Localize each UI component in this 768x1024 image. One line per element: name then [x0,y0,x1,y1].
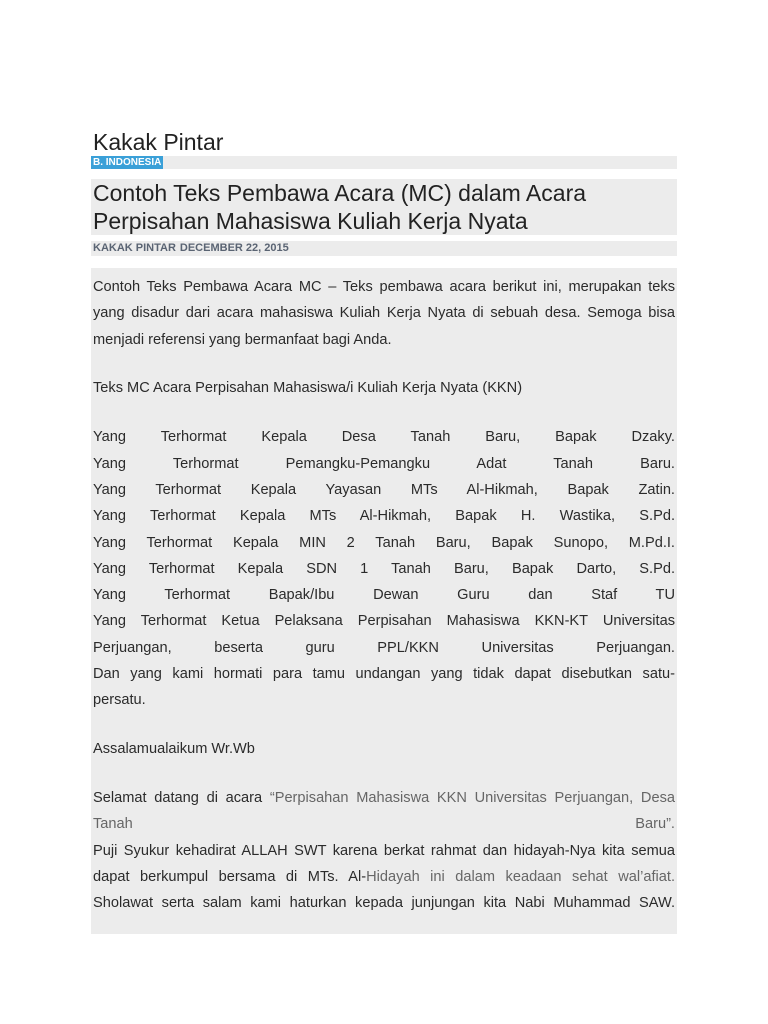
post-title-line-2: Perpisahan Mahasiswa Kuliah Kerja Nyata [93,208,528,234]
category-badge[interactable]: B. INDONESIA [93,157,162,168]
category-bar [91,156,677,169]
welcome-quote-end: Baru”. [635,816,675,833]
post-content [91,268,677,934]
salam-paragraph: Assalamualaikum Wr.Wb [93,741,255,758]
syukur-rest: Hidayah ini dalam keadaan sehat wal’afiat. [366,869,676,886]
sholawat-line: Sholawat serta salam kami haturkan kepada junjungan kita Nabi Muhammad SAW. [93,895,675,912]
greeting-line: Yang Terhormat Ketua Pelaksana Perpisahan Mahasiswa KKN-KT Universitas [93,613,675,630]
syukur-line-1: Puji Syukur kehadirat ALLAH SWT karena berkat rahmat dan hidayah-Nya kita semua [93,842,675,859]
syukur-lead: dapat berkumpul bersama di MTs. Al- [93,869,367,886]
post-meta [91,241,677,256]
post-author[interactable]: KAKAK PINTAR [93,242,176,254]
intro-paragraph: Contoh Teks Pembawa Acara MC – Teks pembawa acara berikut ini, merupakan teks yang disadur dari acara mahasiswa Kuliah Kerja Nyata di sebuah desa. Semoga bisa menjadi referensi yang bermanfaat bagi Anda. [93,279,675,348]
greeting-line: Yang Terhormat Pemangku-Pemangku Adat Tanah Baru. [93,455,675,472]
welcome-quote: “Perpisahan Mahasiswa KKN Universitas Perjuangan, Desa [269,790,675,807]
greeting-line: Yang Terhormat Bapak/Ibu Dewan Guru dan Staf TU [93,587,675,604]
post-date: DECEMBER 22, 2015 [179,242,289,254]
welcome-line-2 [93,811,675,837]
welcome-line-1 [93,785,675,811]
post-title [91,179,677,235]
greeting-line: Yang Terhormat Kepala MTs Al-Hikmah, Bapak H. Wastika, S.Pd. [93,508,675,525]
greeting-line: Yang Terhormat Kepala Yayasan MTs Al-Hikmah, Bapak Zatin. [93,481,675,498]
syukur-line-2 [93,864,675,890]
article [91,128,677,934]
greetings-paragraph [93,424,675,713]
welcome-lead: Selamat datang di acara [93,790,263,807]
welcome-paragraph [93,785,675,916]
greeting-line: Dan yang kami hormati para tamu undangan yang tidak dapat disebutkan satu- [93,666,675,683]
site-title[interactable]: Kakak Pintar [93,129,224,155]
post-title-line-1: Contoh Teks Pembawa Acara (MC) dalam Acara [93,180,587,206]
greeting-line: Yang Terhormat Kepala Desa Tanah Baru, Bapak Dzaky. [93,429,675,446]
greeting-line: persatu. [93,692,146,709]
subtitle-paragraph: Teks MC Acara Perpisahan Mahasiswa/i Kuliah Kerja Nyata (KKN) [93,380,523,397]
greeting-line: Yang Terhormat Kepala SDN 1 Tanah Baru, Bapak Darto, S.Pd. [93,560,675,577]
greeting-line: Perjuangan, beserta guru PPL/KKN Universitas Perjuangan. [93,639,675,656]
welcome-quote-start: Tanah [93,816,133,833]
greeting-line: Yang Terhormat Kepala MIN 2 Tanah Baru, Bapak Sunopo, M.Pd.I. [93,534,675,551]
